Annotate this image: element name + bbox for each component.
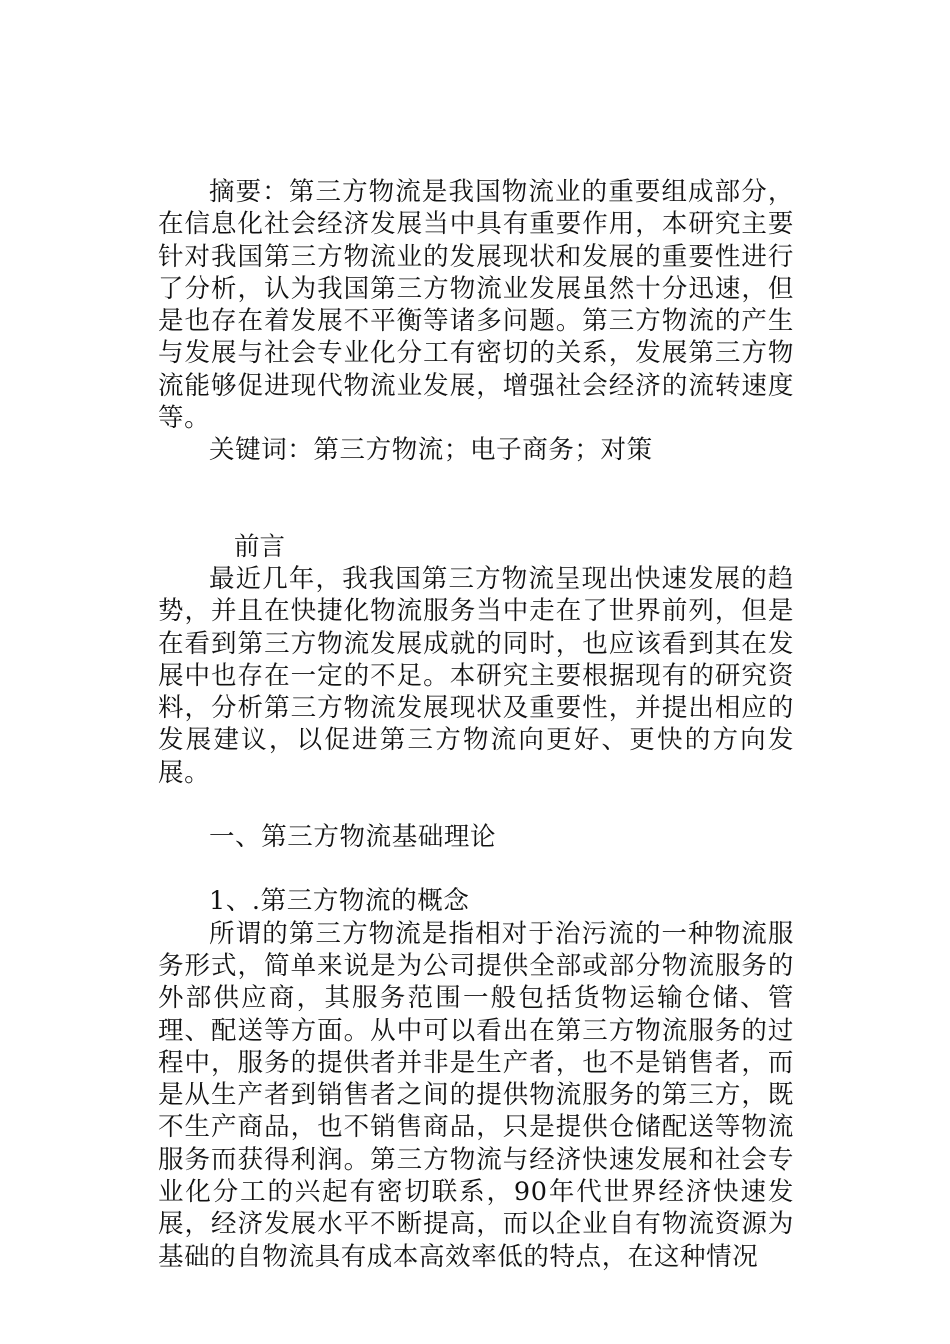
spacer [158,467,794,531]
preface-title: 前言 [234,531,286,562]
section-heading: 一、第三方物流基础理论 [209,822,497,853]
abstract-paragraph: 摘要：第三方物流是我国物流业的重要组成部分，在信息化社会经济发展当中具有重要作用，本研究主要针对我国第三方物流业的发展现状和发展的重要性进行了分析，认为我国第三方物流业发展虽然十分迅速，但是也存在着发展不平衡等诸多问题。第三方物流的产生与发展与社会专业化分工有密切的关系，发展第三方物流能够促进现代物流业发展，增强社会经济的流转速度等。 [158,177,794,434]
concept-paragraph: 所谓的第三方物流是指相对于治污流的一种物流服务形式，简单来说是为公司提供全部或部分物流服务的外部供应商，其服务范围一般包括货物运输仓储、管理、配送等方面。从中可以看出在第三方物流服务的过程中，服务的提供者并非是生产者，也不是销售者，而是从生产者到销售者之间的提供物流服务的第三方，既不生产商品，也不销售商品，只是提供仓储配送等物流服务而获得利润。第三方物流与经济快速发展和社会专业化分工的兴起有密切联系，90年代世界经济快速发展，经济发展水平不断提高，而以企业自有物流资源为基础的自物流具有成本高效率低的特点，在这种情况 [158,918,794,1272]
keywords-line: 关键词：第三方物流；电子商务；对策 [209,435,653,466]
document-page [158,176,794,1273]
subsection-heading: 1、.第三方物流的概念 [209,886,470,917]
spacer [158,789,794,821]
preface-paragraph: 最近几年，我我国第三方物流呈现出快速发展的趋势，并且在快捷化物流服务当中走在了世界前列，但是在看到第三方物流发展成就的同时，也应该看到其在发展中也存在一定的不足。本研究主要根据现有的研究资料，分析第三方物流发展现状及重要性，并提出相应的发展建议，以促进第三方物流向更好、更快的方向发展。 [158,563,794,788]
spacer [158,853,794,885]
